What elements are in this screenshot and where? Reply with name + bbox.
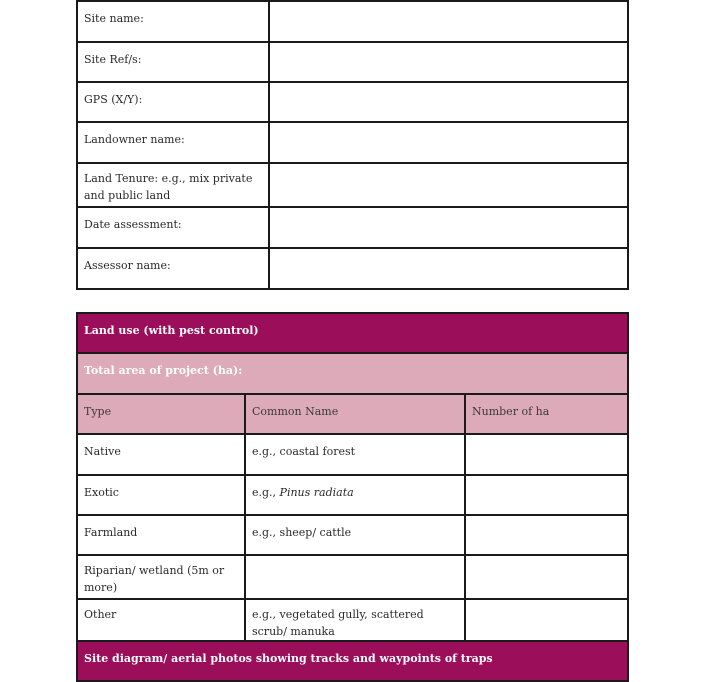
assessor-row	[77, 248, 628, 289]
common-name-cell[interactable]	[245, 515, 465, 555]
table-row	[77, 515, 628, 555]
example-prefix: e.g.,	[252, 486, 280, 499]
common-name-cell[interactable]	[245, 434, 465, 475]
landowner-field[interactable]	[269, 122, 628, 163]
type-cell: Farmland	[77, 515, 245, 555]
column-header-row	[77, 394, 628, 434]
example-prefix: e.g.,	[252, 445, 280, 458]
land-use-title: Land use (with pest control)	[77, 313, 628, 353]
example-prefix: e.g.,	[252, 608, 280, 621]
total-area-row	[77, 353, 628, 394]
total-area-label[interactable]: Total area of project (ha):	[77, 353, 628, 394]
landowner-label: Landowner name:	[77, 122, 269, 163]
land-tenure-field[interactable]	[269, 163, 628, 207]
gps-label: GPS (X/Y):	[77, 82, 269, 122]
example-text: coastal forest	[279, 445, 356, 458]
site-name-field[interactable]	[269, 1, 628, 42]
common-name-cell[interactable]	[245, 599, 465, 641]
table-row	[77, 475, 628, 515]
gps-row	[77, 82, 628, 122]
type-cell: Other	[77, 599, 245, 641]
date-assessment-row	[77, 207, 628, 248]
assessor-field[interactable]	[269, 248, 628, 289]
site-name-label: Site name:	[77, 1, 269, 42]
type-cell: Native	[77, 434, 245, 475]
site-diagram-header-row	[77, 641, 628, 681]
date-assessment-field[interactable]	[269, 207, 628, 248]
type-cell: Riparian/ wetland (5m or more)	[77, 555, 245, 599]
land-tenure-row	[77, 163, 628, 207]
example-text: sheep/ cattle	[279, 526, 352, 539]
land-tenure-label: Land Tenure: e.g., mix private and public land	[77, 163, 269, 207]
ha-cell[interactable]	[465, 515, 628, 555]
site-ref-field[interactable]	[269, 42, 628, 82]
date-assessment-label: Date assessment:	[77, 207, 269, 248]
land-use-header-row	[77, 313, 628, 353]
col-common-name-header: Common Name	[245, 394, 465, 434]
example-text: vegetated gully, scattered scrub/ manuka	[252, 608, 424, 638]
ha-cell[interactable]	[465, 555, 628, 599]
type-cell: Exotic	[77, 475, 245, 515]
table-row	[77, 555, 628, 599]
col-ha-header: Number of ha	[465, 394, 628, 434]
example-prefix: e.g.,	[252, 526, 280, 539]
common-name-cell[interactable]	[245, 555, 465, 599]
table-row	[77, 434, 628, 475]
land-use-table	[76, 312, 629, 682]
ha-cell[interactable]	[465, 434, 628, 475]
site-info-table	[76, 0, 629, 290]
common-name-cell[interactable]	[245, 475, 465, 515]
site-diagram-title: Site diagram/ aerial photos showing tracks and waypoints of traps	[77, 641, 628, 681]
site-ref-label: Site Ref/s:	[77, 42, 269, 82]
gps-field[interactable]	[269, 82, 628, 122]
site-ref-row	[77, 42, 628, 82]
col-type-header: Type	[77, 394, 245, 434]
assessor-label: Assessor name:	[77, 248, 269, 289]
ha-cell[interactable]	[465, 475, 628, 515]
example-text: Pinus radiata	[279, 486, 354, 499]
site-name-row	[77, 1, 628, 42]
table-row	[77, 599, 628, 641]
landowner-row	[77, 122, 628, 163]
ha-cell[interactable]	[465, 599, 628, 641]
